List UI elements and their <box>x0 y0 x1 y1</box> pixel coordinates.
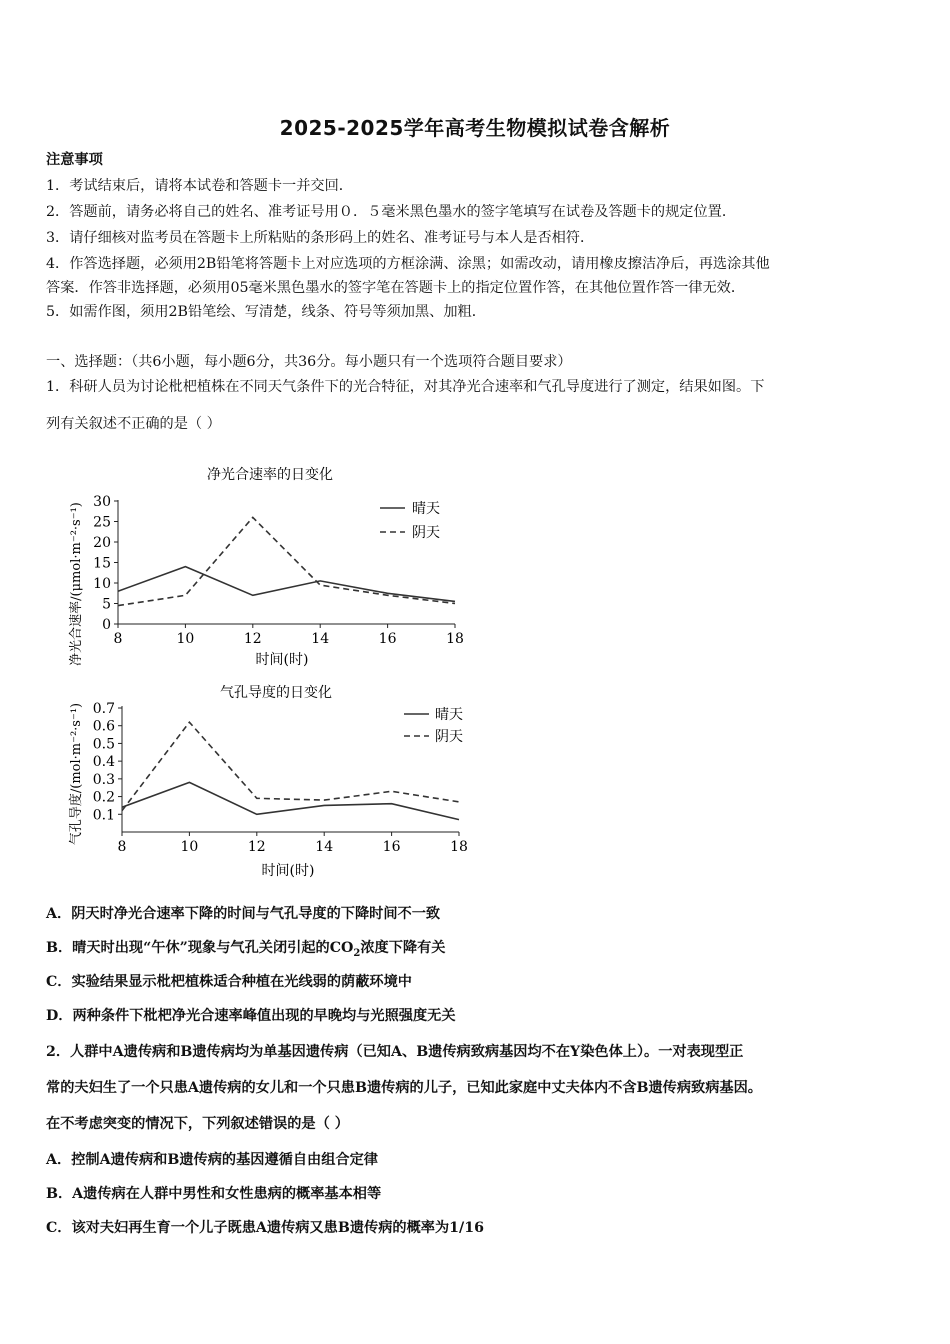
notice-item: 1．考试结束后，请将本试卷和答题卡一并交回． <box>46 178 353 194</box>
q1-option-a: A．阴天时净光合速率下降的时间与气孔导度的下降时间不一致 <box>46 906 441 922</box>
chart1-legend-cloudy: 阴天 <box>412 525 440 541</box>
chart-stomatal-conductance <box>68 684 468 879</box>
c2-xtick-label: 14 <box>315 839 334 855</box>
q1-option-d: D．两种条件下枇杷净光合速率峰值出现的早晚均与光照强度无关 <box>46 1008 456 1024</box>
c1-ytick-label: 15 <box>93 555 111 572</box>
c1-xtick-label: 12 <box>243 631 262 647</box>
c1-xtick-label: 14 <box>311 631 330 647</box>
c2-ytick-label: 0.2 <box>92 789 115 806</box>
notice-item: 4．作答选择题，必须用2B铅笔将答题卡上对应选项的方框涂满、涂黑；如需改动，请用橡皮擦洁净后，再选涂其他 <box>46 256 770 272</box>
c2-ytick-label: 0.6 <box>92 718 115 735</box>
q2-option-c: C．该对夫妇再生育一个儿子既患A遗传病又患B遗传病的概率为1/16 <box>46 1220 484 1236</box>
notice-item: 5．如需作图，须用2B铅笔绘、写清楚，线条、符号等须加黑、加粗． <box>46 304 486 320</box>
chart1-xlabel: 时间(时) <box>255 652 309 668</box>
c1-ytick-label: 0 <box>102 617 111 633</box>
q2-option-a: A．控制A遗传病和B遗传病的基因遵循自由组合定律 <box>46 1152 378 1168</box>
section-heading: 一、选择题：（共6小题，每小题6分，共36分。每小题只有一个选项符合题目要求） <box>46 354 572 370</box>
c1-ytick-label: 20 <box>93 535 111 551</box>
c1-ytick-label: 25 <box>93 514 111 531</box>
q1-option-b: B．晴天时出现“午休”现象与气孔关闭引起的$CO_2$浓度下降有关 <box>46 940 446 959</box>
question-2-stem: 2．人群中A遗传病和B遗传病均为单基因遗传病（已知A、B遗传病致病基因均不在Y染色体上）。一对表现型正 <box>46 1044 744 1060</box>
q1-option-c: C．实验结果显示枇杷植株适合种植在光线弱的荫蔽环境中 <box>46 974 412 990</box>
chart-net-photosynthesis <box>68 466 464 668</box>
c2-ytick-label: 0.5 <box>92 736 115 753</box>
question-1-stem: 列有关叙述不正确的是（ ） <box>46 416 221 432</box>
q2-option-b: B．A遗传病在人群中男性和女性患病的概率基本相等 <box>46 1186 382 1202</box>
charts-svg <box>60 452 480 882</box>
chart2-legend-sunny: 晴天 <box>435 707 463 723</box>
c1-ytick-label: 5 <box>102 596 111 613</box>
notice-item: 2．答题前，请务必将自己的姓名、准考证号用０．５毫米黑色墨水的签字笔填写在试卷及答题卡的规定位置． <box>46 204 737 220</box>
c1-xtick-label: 18 <box>446 631 464 647</box>
c2-ytick-label: 0.7 <box>92 701 115 717</box>
c2-ytick-label: 0.4 <box>92 754 115 771</box>
c2-xtick-label: 18 <box>450 839 468 855</box>
chart2-ylabel: 气孔导度/(mol·m⁻²·s⁻¹) <box>69 702 84 846</box>
notice-heading: 注意事项 <box>46 152 103 168</box>
c1-ytick-label: 30 <box>93 494 111 510</box>
c2-xtick-label: 8 <box>117 839 127 855</box>
question-2-stem: 常的夫妇生了一个只患A遗传病的女儿和一个只患B遗传病的儿子，已知此家庭中丈夫体内不含B遗传病致病基因。 <box>46 1080 762 1096</box>
chart1-ylabel: 净光合速率/(μmol·m⁻²·s⁻¹) <box>69 502 84 666</box>
c2-ytick-label: 0.3 <box>92 771 115 788</box>
page-title: 2025-2025学年高考生物模拟试卷含解析 <box>279 116 671 140</box>
notice-item: 答案．作答非选择题，必须用05毫米黑色墨水的签字笔在答题卡上的指定位置作答，在其他位置作答一律无效． <box>46 280 746 296</box>
c1-xtick-label: 16 <box>378 631 397 647</box>
chart2-title: 气孔导度的日变化 <box>220 685 332 701</box>
chart2-xlabel: 时间(时) <box>261 863 315 879</box>
c1-xtick-label: 8 <box>113 631 123 647</box>
chart2-series-sunny-line <box>122 782 459 819</box>
chart1-series-sunny-line <box>118 567 455 602</box>
chart2-legend-cloudy: 阴天 <box>435 729 463 745</box>
notice-item: 3．请仔细核对监考员在答题卡上所粘贴的条形码上的姓名、准考证号与本人是否相符． <box>46 230 595 246</box>
c2-ytick-label: 0.1 <box>92 807 115 824</box>
question-2-stem: 在不考虑突变的情况下，下列叙述错误的是（ ） <box>46 1116 349 1132</box>
chart1-legend-sunny: 晴天 <box>412 501 440 517</box>
c2-xtick-label: 16 <box>382 839 401 855</box>
c1-ytick-label: 10 <box>93 576 111 592</box>
figure-charts <box>60 452 480 886</box>
c2-xtick-label: 12 <box>247 839 266 855</box>
chart1-title: 净光合速率的日变化 <box>207 467 333 483</box>
c2-xtick-label: 10 <box>180 839 199 855</box>
c1-xtick-label: 10 <box>176 631 195 647</box>
question-1-stem: 1．科研人员为讨论枇杷植株在不同天气条件下的光合特征，对其净光合速率和气孔导度进行了测定，结果如图。下 <box>46 379 765 395</box>
chart1-series-cloudy-line <box>118 517 455 605</box>
